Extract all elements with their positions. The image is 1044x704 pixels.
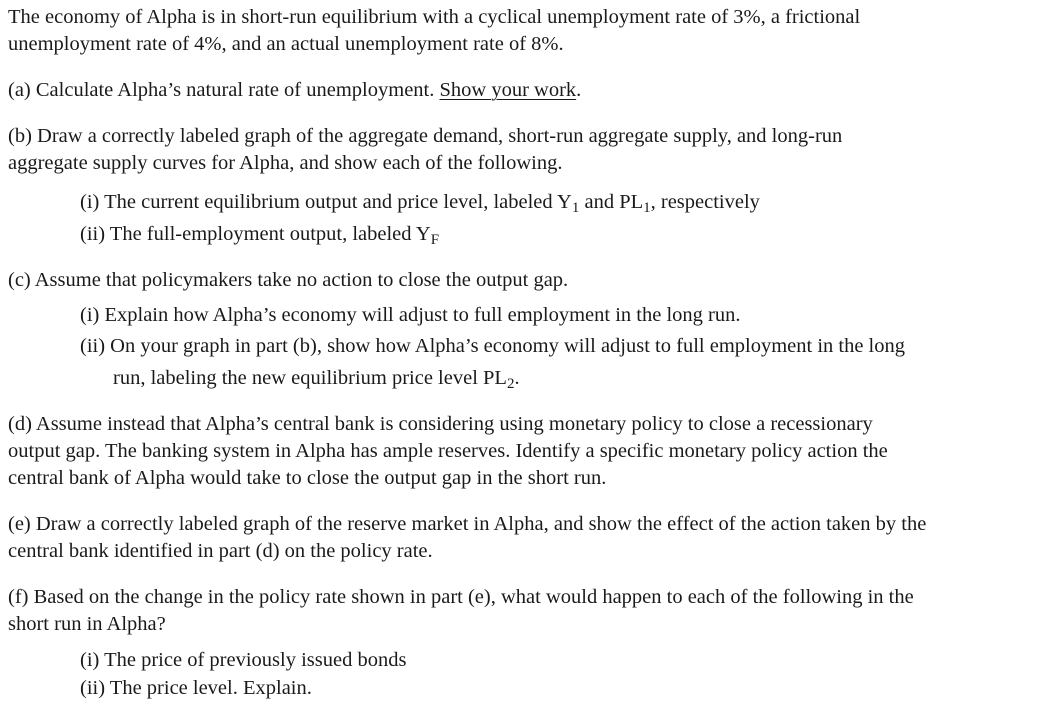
part-d-line-3: central bank of Alpha would take to close the output gap in the short run. [8,467,607,489]
part-b-i-sub-2: 1 [643,200,651,216]
part-c-item-ii-line-2 [113,365,520,392]
part-e-line-2: central bank identified in part (d) on the policy rate. [8,540,433,562]
part-d-line-2: output gap. The banking system in Alpha has ample reserves. Identify a specific monetary policy action the [8,440,888,462]
part-f-item-ii: (ii) The price level. Explain. [80,677,312,699]
part-c-ii-line2-sub: 2 [506,376,515,392]
intro-line-1: The economy of Alpha is in short-run equilibrium with a cyclical unemployment rate of 3%, a frictional [8,6,861,28]
part-b-i-text-1: (i) The current equilibrium output and price level, labeled Y [80,191,572,213]
part-b-i-text-3: , respectively [650,191,760,213]
part-b-line-1: (b) Draw a correctly labeled graph of the aggregate demand, short-run aggregate supply, and long-run [8,125,843,147]
part-f-line-1: (f) Based on the change in the policy rate shown in part (e), what would happen to each of the following in the [8,586,914,608]
part-b-i-text-2: and PL [579,191,644,213]
part-b-line-2: aggregate supply curves for Alpha, and show each of the following. [8,152,563,174]
part-a-end: . [576,79,582,101]
part-d-line-1: (d) Assume instead that Alpha’s central bank is considering using monetary policy to close a recessionary [8,413,873,435]
part-b-item-ii [80,221,439,248]
part-c-ii-line2-text: run, labeling the new equilibrium price level PL [113,367,507,389]
part-c-item-ii-line-1: (ii) On your graph in part (b), show how Alpha’s economy will adjust to full employment in the long [80,335,906,357]
part-e-line-1: (e) Draw a correctly labeled graph of the reserve market in Alpha, and show the effect of the action taken by the [8,513,927,535]
part-a-question [8,77,581,104]
part-c-line-1: (c) Assume that policymakers take no action to close the output gap. [8,269,569,291]
part-f-line-2: short run in Alpha? [8,613,166,635]
part-c-item-i: (i) Explain how Alpha’s economy will adjust to full employment in the long run. [80,304,741,326]
part-b-ii-sub-1: F [430,232,440,248]
part-b-i-sub-1: 1 [571,200,580,216]
part-c-ii-line2-end: . [514,367,520,389]
part-b-item-i [80,189,760,216]
show-your-work-emphasis: Show your work [439,79,577,101]
part-a-text: (a) Calculate Alpha’s natural rate of unemployment. [8,79,440,101]
part-f-item-i: (i) The price of previously issued bonds [80,649,407,671]
part-b-ii-text-1: (ii) The full-employment output, labeled Y [80,223,431,245]
intro-line-2: unemployment rate of 4%, and an actual unemployment rate of 8%. [8,33,564,55]
